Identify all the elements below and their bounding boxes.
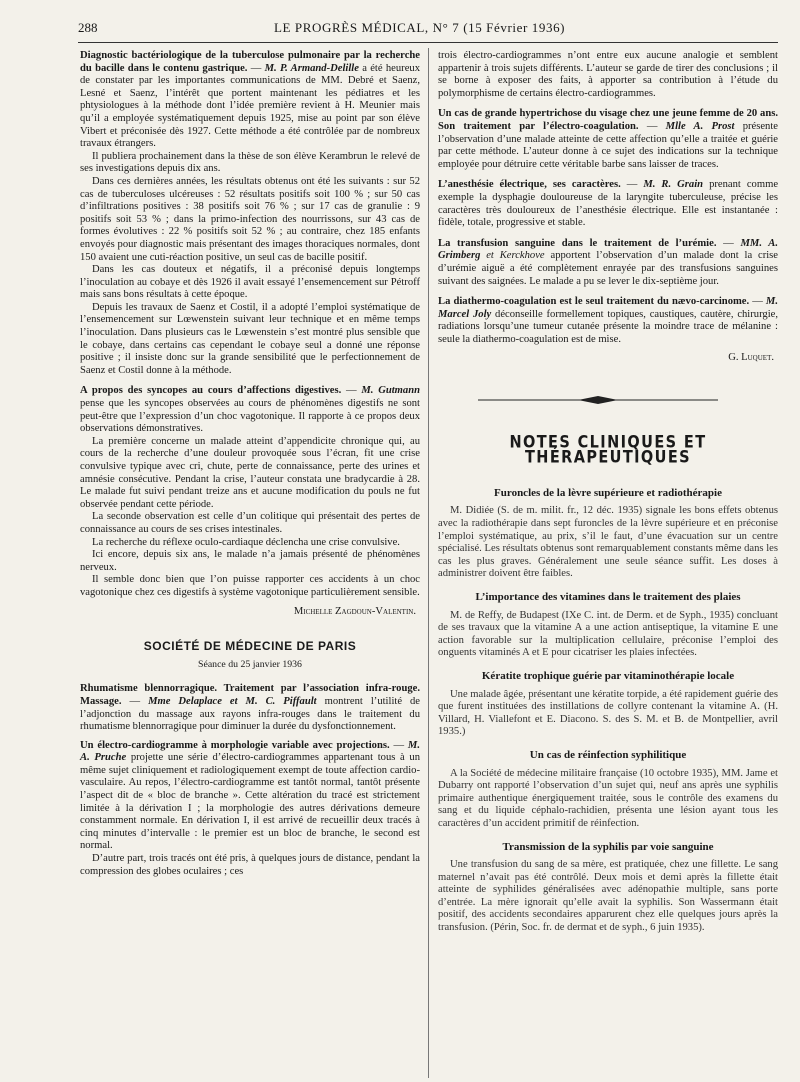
- article-paragraph: La recherche du réflexe oculo-cardiaque déclencha une crise convulsive.: [92, 536, 400, 548]
- article-heading: Un cas de grande hypertrichose du visage chez une jeune femme de 20 ans. Son traitement par l’électro-coagulation.: [438, 108, 778, 132]
- article-electrocardiogramme: [80, 740, 420, 879]
- article-rhumatisme: [80, 683, 420, 733]
- note-heading: L’importance des vitamines dans le traitement des plaies: [475, 591, 741, 603]
- note-transmission: [438, 841, 778, 935]
- article-text: prenant comme exemple la dysphagie douloureuse de la laryngite tuberculeuse, précise les caractères très douloureux de l’anesthésie électrique. Elle est instantanée : fidèle, totale, progressive et stable.: [438, 179, 779, 229]
- article-author-tail: et Kerckhove: [486, 250, 545, 262]
- note-keratite: [438, 670, 778, 739]
- note-paragraph: Une malade âgée, présentant une kératite torpide, a été rapidement guérie des que furent instituées des instillations de collyre contenant la vitamine A. (H. Villard, H. Viallefont et E. Diacono. S. des S. M. et B. de Montpellier, avril 1935.): [438, 688, 778, 738]
- article-text: a été heureux de constater par les importantes communications de MM. Debré et Saenz, Lesné et Saenz, l’intérêt que portent maintenant les pédiatres et les phtysiologues à la méthode dont l’idée première revient à H. Meunier mais qu’il a employée systématiquement depuis 1925, mise au point par son élève Vibert et préconisée dès 1927. Cette méthode a été contrôlée par de nombreux travaux étrangers.: [80, 62, 420, 150]
- article-heading: La diathermo-coagulation est le seul traitement du nævo-carcinome.: [438, 296, 750, 308]
- article-author: MM. A. Grimberg: [438, 237, 778, 262]
- article-paragraph: Il publiera prochainement dans la thèse de son élève Kerambrun le relevé de ses investigations depuis dix ans.: [80, 150, 420, 175]
- note-heading: Un cas de réinfection syphilitique: [529, 748, 687, 761]
- article-author: M. A. Pruche: [80, 739, 420, 764]
- note-paragraph: A la Société de médecine militaire française (10 octobre 1935), MM. Jame et Dubarry ont rapporté l’observation d’un sujet qui, neuf ans après une syphilis primaire authentique énergiquement traitée, sous le contrôle des examens du sang et du liquide céphalo-rachidien, présenta une lésion ayant tous les caractères d’un accident primitif de réinfection.: [438, 767, 778, 829]
- article-author: M. R. Grain: [643, 179, 704, 191]
- header-rule: [78, 42, 778, 43]
- article-text: présente l’observation d’une malade atteinte de cette affection qu’elle a traitée et guérie par cette méthode. L’auteur donne à ce sujet des indications sur la technique employée pour détruire cette véritable barbe sans laisser de traces.: [438, 120, 778, 170]
- journal-title: LE PROGRÈS MÉDICAL, N° 7 (15 Février 1936): [274, 20, 566, 35]
- note-heading: Transmission de la syphilis par voie sanguine: [502, 840, 714, 853]
- section-heading-notes: NOTES CLINIQUES ET THÉRAPEUTIQUES: [509, 433, 707, 467]
- note-furoncles: [438, 487, 778, 581]
- article-anesthesie: [438, 179, 778, 229]
- article-paragraph: L’anesthésie électrique, ses caractères. — M. R. Grain prenant comme exemple la dysphagie douloureuse de la laryngite tuberculeuse, précise les caractères très douloureux de l’anesthésie électrique. Elle est instantanée : fidèle, totale, progressive et stable.: [438, 179, 779, 229]
- article-paragraph: La diathermo-coagulation est le seul traitement du nævo-carcinome. — M. Marcel Joly déconseille formellement topiques, caustiques, cautère, chirurgie, radiations lorsqu’une tumeur cutanée présente la moindre trace de mélanine : seule la diathermo-coagulation est de mise.: [438, 296, 779, 345]
- article-syncopes: [80, 385, 420, 618]
- article-author: Mme Delaplace et M. C. Piffault: [148, 695, 317, 707]
- article-heading: L’anesthésie électrique, ses caractères.: [438, 179, 621, 191]
- note-paragraph: M. de Reffy, de Budapest (IXe C. int. de Derm. et de Syph., 1935) concluant de ses travaux que la vitamine A a une action antiseptique, la vitamine E une action favorable sur la multiplication cellulaire, préconise l’emploi des onguents vitaminés A et E pour cicatriser les plaies infectées.: [438, 609, 778, 659]
- note-reinfection: [438, 749, 778, 831]
- article-text: pense que les syncopes observées au cours de phénomènes digestifs ne sont peut-être que l’expression d’un choc vagotonique. Il rapporte à ce propos deux observations démonstratives.: [80, 398, 420, 435]
- article-transfusion: [438, 238, 778, 288]
- article-heading: Diagnostic bactériologique de la tuberculose pulmonaire par la recherche du bacille dans le contenu gastrique.: [80, 50, 420, 74]
- note-paragraph: Une transfusion du sang de sa mère, est pratiquée, chez une fillette. Le sang maternel n’avait pas été contrôlé. Deux mois et demi après la fillette était atteinte de syphilides généralisées avec adénopathie multiple, sans porte d’entrée. La mère ignorait qu’elle avait la syphilis. Son Wassermann était positif, des accidents secondaires apparurent chez elle quelques jours après la transfusion. (Périn, Soc. fr. de dermat et de syph., 6 juin 1935).: [438, 859, 778, 934]
- article-heading: Rhumatisme blennorragique. Traitement par l’association infra-rouge. Massage.: [80, 683, 420, 707]
- article-text: projette une série d’électro-cardiogrammes appartenant tous à un même sujet cliniquement et radiologiquement exempt de toute affection cardio-vasculaire. Au repos, l’électro-cardiogramme est tantôt normal, tantôt présente l’aspect dit de « bloc de branche ». Cette altération du tracé est strictement limitée à la dérivation I ; la morphologie des autres dérivations demeure constamment normale. En dérivation I, il est arrivé de recueillir deux tracés à cinq minutes d’intervalle : le premier est un bloc de branche, le second est normal.: [80, 752, 420, 852]
- article-hypertrichose: [438, 108, 778, 171]
- article-diathermo: [438, 296, 778, 365]
- section-ornament: [478, 395, 718, 405]
- column-divider: [428, 48, 429, 1078]
- note-vitamines: [438, 591, 778, 660]
- article-paragraph: Dans les cas douteux et négatifs, il a préconisé depuis longtemps l’inoculation au cobaye et dès 1926 il avait essayé l’ensemencement sur Pétroff mais sans bons résultats à cette époque.: [80, 264, 420, 301]
- article-heading: A propos des syncopes au cours d’affections digestives.: [80, 385, 342, 397]
- article-paragraph: trois électro-cardiogrammes n’ont entre eux aucune analogie et semblent appartenir à trois sujets différents. L’auteur se garde de tirer des conclusions ; il se borne à exposer des faits, à apporter sa contribution à l’étude du polymorphisme de certains électro-cardiogrammes.: [438, 50, 778, 99]
- signature: Michelle Zagdoun-Valentin.: [293, 605, 416, 617]
- page-number: 288: [78, 20, 98, 35]
- article-paragraph: La première concerne un malade atteint d’appendicite chronique qui, au cours de la recherche d’une douleur provoquée sous l’écran, fit une crise convulsive typique avec cri, chute, perte de connaissance, perte des urines et amnésie consécutive. Pendant la crise, l’auteur constata une bradycardie à 28. Le malade fut suivi pendant treize ans et aucune modification du pouls ne fut observée pendant cette période.: [80, 435, 420, 510]
- article-continuation: [438, 50, 778, 100]
- article-author: M. Gutmann: [361, 385, 420, 397]
- note-heading: Furoncles de la lèvre supérieure et radiothérapie: [494, 486, 722, 499]
- article-author: Mlle A. Prost: [665, 120, 735, 132]
- article-text: déconseille formellement topiques, caustiques, cautère, chirurgie, radiations lorsqu’une tumeur cutanée présente la moindre trace de mélanine : seule la diathermo-coagulation est de mise.: [438, 308, 779, 345]
- note-paragraph: M. Didiée (S. de m. milit. fr., 12 déc. 1935) signale les bons effets obtenus avec la radiothérapie dans sept furoncles de la lèvre supérieure et en préconise l’emploi systématique, au prix, s’il le faut, d’une évacuation sur un centre spécialisé. Les résultats obtenus sont remarquablement constants même dans les cas les plus graves. Généralement une seule séance suffit. Les doses à administrer doivent être faibles.: [438, 505, 778, 580]
- article-paragraph: Dans ces dernières années, les résultats obtenus ont été les suivants : sur 52 cas de tuberculoses ulcéreuses : 52 résultats positifs soit 100 % ; sur 50 cas d’infiltrations positives : 38 positifs soit 76 % ; sur 17 cas de granulie : 9 positifs soit 53 % ; dans la primo-infection des nourrissons, sur 43 cas de formes évolutives : 22 % positifs soit 52 % ; au contraire, chez 185 enfants envoyés pour diagnostic mais présentant des images thoraciques normales, dont 150 avaient une cuti-réaction positive, un seul cas de bacille positif.: [80, 175, 420, 263]
- section-heading-society: SOCIÉTÉ DE MÉDECINE DE PARIS: [143, 639, 357, 654]
- article-paragraph: Rhumatisme blennorragique. Traitement par l’association infra-rouge. Massage. — Mme Delaplace et M. C. Piffault montrent l’utilité de l’adjonction du massage aux rayons infra-rouges dans le traitement du rhumatisme blennorragique pour diminuer la durée du dysfonctionnement.: [80, 683, 421, 733]
- left-column: [80, 50, 420, 882]
- article-tuberculose: [80, 50, 420, 377]
- article-paragraph: Un cas de grande hypertrichose du visage chez une jeune femme de 20 ans. Son traitement par l’électro-coagulation. — Mlle A. Prost présente l’observation d’une malade atteinte de cette affection qu’elle a traitée et guérie par cette méthode. L’auteur donne à ce sujet des indications sur la technique employée pour détruire cette véritable barbe sans laisser de traces.: [438, 108, 778, 170]
- article-author: M. Marcel Joly: [438, 296, 778, 320]
- article-author: M. P. Armand-Delille: [264, 62, 359, 74]
- article-paragraph: La transfusion sanguine dans le traitement de l’urémie. — MM. A. Grimberg et Kerckhove apportent l’observation d’un malade dont la crise d’urémie aiguë a été complètement enrayée par des transfusions sanguines suivant des saignées. Le malade a pu se lever le dix-septième jour.: [438, 237, 778, 287]
- note-heading: Kératite trophique guérie par vitaminothérapie locale: [481, 669, 735, 682]
- article-paragraph: Ici encore, depuis six ans, le malade n’a jamais présenté de phénomènes nerveux.: [80, 549, 420, 573]
- signature: G. Luquet.: [728, 352, 774, 364]
- article-heading: La transfusion sanguine dans le traitement de l’urémie.: [438, 237, 717, 249]
- right-column: [438, 50, 778, 939]
- article-paragraph: Diagnostic bactériologique de la tuberculose pulmonaire par la recherche du bacille dans le contenu gastrique. — M. P. Armand-Delille a été heureux de constater par les importantes communications de MM. Debré et Saenz, Lesné et Saenz, l’intérêt que portent maintenant les pédiatres et les phtysiologues à la méthode dont l’idée première revient à H. Meunier mais qu’il a employée systématiquement depuis 1925, mise au point par son élève Vibert et préconisée dès 1927. Cette méthode a été contrôlée par de nombreux travaux étrangers.: [80, 50, 420, 150]
- article-heading: Un électro-cardiogramme à morphologie variable avec projections.: [80, 739, 390, 751]
- article-paragraph: Il semble donc bien que l’on puisse rapporter ces accidents à un choc vagotonique chez ces digestifs à système vagotonique particulièrement sensible.: [80, 574, 420, 598]
- article-paragraph: La seconde observation est celle d’un colitique qui présentait des pertes de connaissance au cours de ses crises intestinales.: [80, 511, 420, 535]
- session-date: Séance du 25 janvier 1936: [198, 658, 302, 670]
- running-header: [78, 20, 778, 40]
- article-paragraph: Un électro-cardiogramme à morphologie variable avec projections. — M. A. Pruche projette une série d’électro-cardiogrammes appartenant tous à un même sujet cliniquement et radiologiquement exempt de toute affection cardio-vasculaire. Au repos, l’électro-cardiogramme est tantôt normal, tantôt présente l’aspect dit de « bloc de branche ». Cette altération du tracé est strictement limitée à la dérivation I ; la morphologie des autres dérivations demeure constamment normale. En dérivation I, il est arrivé de recueillir deux tracés à cinq minutes d’intervalle : le premier est un bloc de branche, le second est normal.: [80, 739, 420, 852]
- article-text: montrent l’utilité de l’adjonction du massage aux rayons infra-rouges dans le traitement du rhumatisme blennorragique pour diminuer la durée du dysfonctionnement.: [80, 695, 421, 733]
- article-paragraph: D’autre part, trois tracés ont été pris, à quelques jours de distance, pendant la compression des globes oculaires ; ces: [80, 853, 420, 877]
- article-text: apportent l’observation d’un malade dont la crise d’urémie aiguë a été complètement enrayée par des transfusions sanguines suivant des saignées. Le malade a pu se lever le dix-septième jour.: [438, 250, 778, 287]
- article-paragraph: Depuis les travaux de Saenz et Costil, il a adopté l’emploi systématique de l’ensemencement sur Lœwenstein suivant leur technique et en même temps l’inoculation. Dans plusieurs cas le Lœwenstein s’est montré plus sensible que le cobaye, dans certains cas cependant le cobaye seul a donné une réponse positive ; il insiste donc sur la grande sensibilité que le perfectionnement de Saenz et Costil donne à la méthode.: [80, 301, 420, 376]
- article-paragraph: A propos des syncopes au cours d’affections digestives. — M. Gutmann pense que les syncopes observées au cours de phénomènes digestifs ne sont peut-être que l’expression d’un choc vagotonique. Il rapporte à ce propos deux observations démonstratives.: [80, 385, 420, 435]
